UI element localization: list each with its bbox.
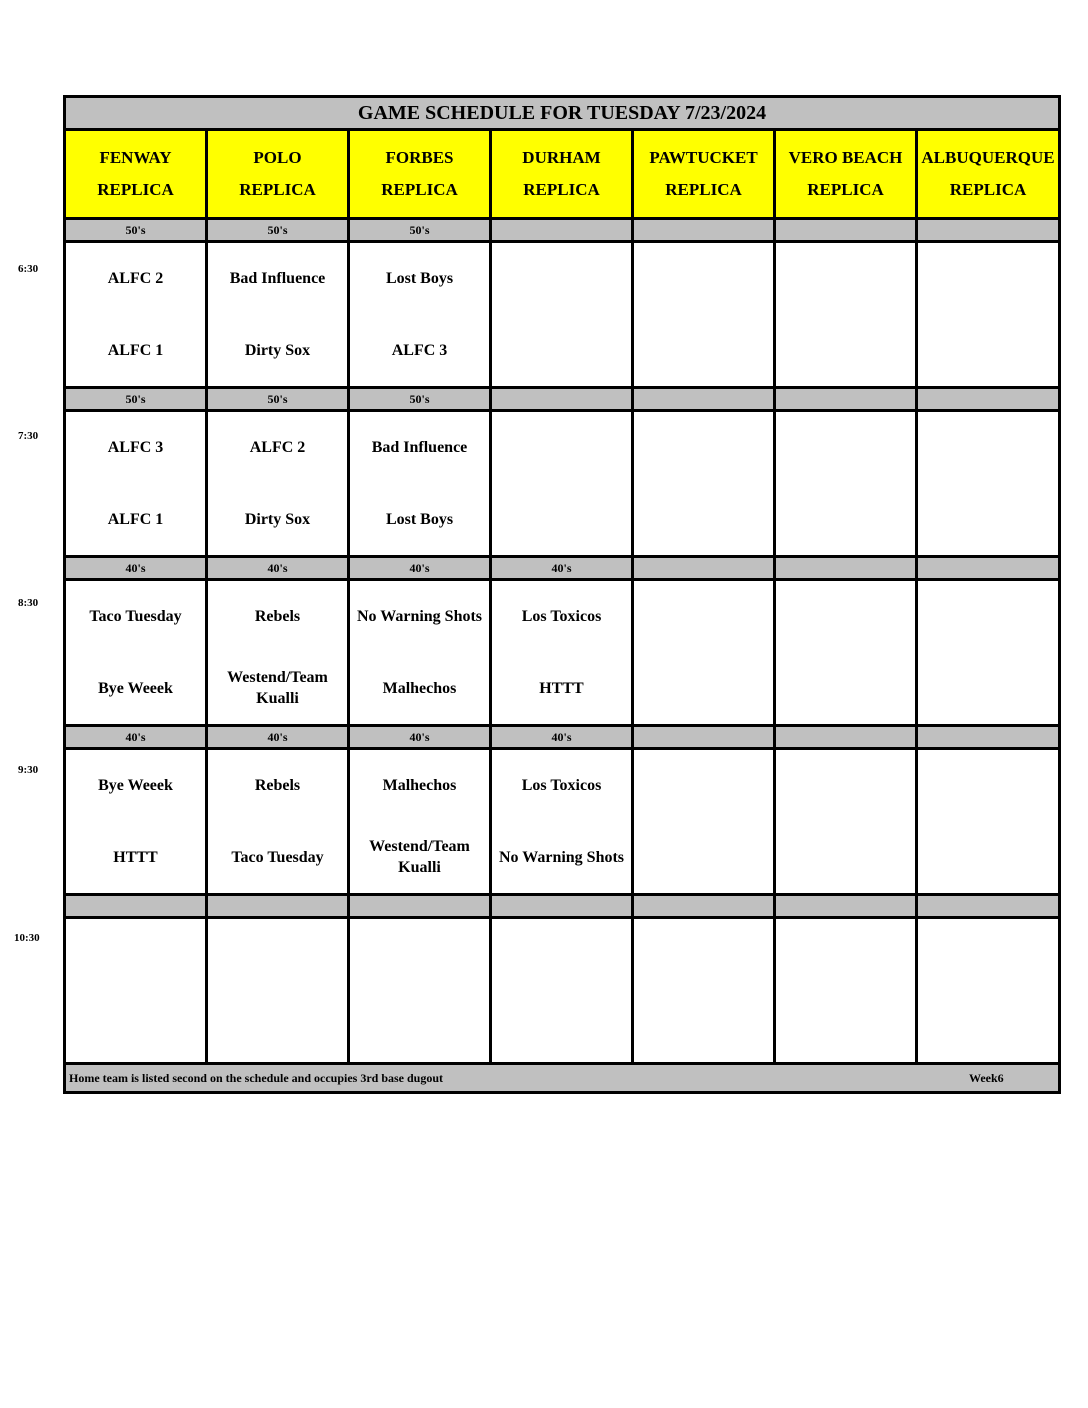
visiting-team [634, 750, 773, 822]
field-header-row [66, 131, 1058, 220]
age-division-label [918, 558, 1058, 578]
age-division-bar [66, 896, 1058, 919]
visiting-team [776, 750, 915, 822]
home-team: Bye Weeek [98, 679, 173, 697]
field-name: ALBUQUERQUE [921, 147, 1055, 167]
game-slot-row [66, 581, 1058, 727]
field-subtitle: REPLICA [523, 180, 600, 200]
age-division-label [350, 896, 492, 916]
home-team [66, 991, 205, 1063]
field-name: DURHAM [522, 147, 601, 167]
visiting-team: Bad Influence [229, 270, 326, 288]
game-cell [492, 412, 634, 555]
game-cell [776, 581, 918, 724]
week-label: Week6 [969, 1071, 1004, 1085]
visiting-team [634, 412, 773, 484]
visiting-team: Los Toxicos [521, 777, 602, 795]
visiting-team: Bye Weeek [98, 777, 173, 795]
game-slot-row [66, 750, 1058, 896]
field-header [634, 131, 776, 217]
schedule-table [63, 95, 1061, 1094]
game-cell [918, 243, 1058, 386]
visiting-team [776, 919, 915, 991]
age-division-label [634, 220, 776, 240]
visiting-team: Taco Tuesday [89, 608, 182, 626]
age-division-label: 50's [208, 389, 350, 409]
game-cell [66, 581, 208, 724]
home-team [776, 653, 915, 725]
game-cell [776, 919, 918, 1062]
home-team [918, 315, 1058, 387]
age-division-label [492, 389, 634, 409]
game-cell [634, 243, 776, 386]
time-label: 9:30 [18, 764, 39, 776]
age-division-label [634, 727, 776, 747]
visiting-team [918, 919, 1058, 991]
game-cell [634, 581, 776, 724]
field-name: PAWTUCKET [649, 147, 758, 167]
game-cell [492, 581, 634, 724]
home-team: HTTT [539, 679, 584, 697]
game-cell [66, 750, 208, 893]
game-cell [350, 243, 492, 386]
home-team [776, 484, 915, 556]
visiting-team [918, 750, 1058, 822]
game-cell [776, 412, 918, 555]
time-label: 6:30 [18, 263, 39, 275]
home-team: ALFC 3 [391, 341, 448, 359]
visiting-team: Malhechos [382, 777, 457, 795]
game-cell [776, 243, 918, 386]
home-team [492, 484, 631, 556]
home-team [776, 315, 915, 387]
age-division-label [918, 896, 1058, 916]
visiting-team [634, 919, 773, 991]
age-division-label: 40's [208, 727, 350, 747]
visiting-team [208, 919, 347, 991]
game-cell [208, 581, 350, 724]
home-team [208, 991, 347, 1063]
visiting-team [918, 412, 1058, 484]
field-subtitle: REPLICA [949, 180, 1027, 200]
game-slot-row [66, 412, 1058, 558]
game-cell [634, 919, 776, 1062]
visiting-team [776, 243, 915, 315]
visiting-team: Rebels [254, 777, 301, 795]
game-slot-row [66, 919, 1058, 1065]
home-team [918, 991, 1058, 1063]
age-division-label: 40's [66, 558, 208, 578]
home-team: HTTT [113, 848, 158, 866]
time-label: 10:30 [14, 932, 40, 944]
home-team [492, 315, 631, 387]
age-division-label [776, 558, 918, 578]
visiting-team [918, 581, 1058, 653]
visiting-team: Rebels [254, 608, 301, 626]
visiting-team [918, 243, 1058, 315]
age-division-label: 50's [350, 220, 492, 240]
visiting-team: No Warning Shots [356, 608, 483, 626]
visiting-team: ALFC 3 [107, 439, 164, 457]
home-team [634, 991, 773, 1063]
game-cell [66, 412, 208, 555]
home-team: Dirty Sox [244, 510, 311, 528]
game-cell [350, 919, 492, 1062]
home-team: Lost Boys [385, 510, 454, 528]
age-division-label [208, 896, 350, 916]
age-division-label [634, 558, 776, 578]
home-team: ALFC 1 [107, 510, 164, 528]
field-name: FENWAY [99, 147, 172, 167]
field-name: VERO BEACH [788, 147, 903, 167]
footer-note: Home team is listed second on the schedule and occupies 3rd base dugout [69, 1071, 444, 1085]
game-cell [208, 919, 350, 1062]
age-division-label [918, 727, 1058, 747]
game-cell [776, 750, 918, 893]
home-team [776, 822, 915, 894]
visiting-team [492, 919, 631, 991]
age-division-label [776, 220, 918, 240]
schedule-title: GAME SCHEDULE FOR TUESDAY 7/23/2024 [66, 98, 1058, 131]
age-division-bar [66, 558, 1058, 581]
age-division-label [918, 389, 1058, 409]
field-subtitle: REPLICA [97, 180, 174, 200]
age-division-label: 50's [208, 220, 350, 240]
home-team [634, 653, 773, 725]
home-team [918, 653, 1058, 725]
home-team [918, 822, 1058, 894]
game-cell [918, 581, 1058, 724]
visiting-team [634, 243, 773, 315]
game-cell [492, 243, 634, 386]
game-cell [634, 750, 776, 893]
field-header [492, 131, 634, 217]
game-cell [492, 919, 634, 1062]
time-label: 7:30 [18, 430, 39, 442]
field-subtitle: REPLICA [381, 180, 458, 200]
visiting-team: ALFC 2 [107, 270, 164, 288]
visiting-team [776, 412, 915, 484]
field-name: POLO [253, 147, 302, 167]
game-cell [350, 581, 492, 724]
home-team: ALFC 1 [107, 341, 164, 359]
time-slots [66, 220, 1058, 1065]
visiting-team [350, 919, 489, 991]
age-division-bar [66, 389, 1058, 412]
visiting-team [492, 243, 631, 315]
home-team: Malhechos [382, 679, 457, 697]
visiting-team: Lost Boys [385, 270, 454, 288]
age-division-label: 50's [66, 220, 208, 240]
age-division-label: 40's [492, 727, 634, 747]
age-division-label: 50's [66, 389, 208, 409]
footer-bar [66, 1065, 1058, 1091]
field-header [350, 131, 492, 217]
home-team [918, 484, 1058, 556]
visiting-team [634, 581, 773, 653]
home-team [350, 991, 489, 1063]
home-team: Westend/Team Kualli [227, 669, 328, 708]
age-division-label: 50's [350, 389, 492, 409]
age-division-label [66, 896, 208, 916]
field-header [776, 131, 918, 217]
field-subtitle: REPLICA [807, 180, 884, 200]
game-cell [208, 750, 350, 893]
field-name: FORBES [385, 147, 454, 167]
game-cell [918, 412, 1058, 555]
game-cell [634, 412, 776, 555]
visiting-team [66, 919, 205, 991]
game-cell [66, 243, 208, 386]
game-cell [918, 750, 1058, 893]
visiting-team: ALFC 2 [249, 439, 306, 457]
visiting-team [776, 581, 915, 653]
visiting-team [492, 412, 631, 484]
field-header [918, 131, 1058, 217]
home-team [634, 822, 773, 894]
home-team: Westend/Team Kualli [369, 838, 470, 877]
age-division-label: 40's [66, 727, 208, 747]
age-division-label: 40's [350, 558, 492, 578]
age-division-label: 40's [208, 558, 350, 578]
game-slot-row [66, 243, 1058, 389]
visiting-team: Bad Influence [371, 439, 468, 457]
field-header [66, 131, 208, 217]
home-team [634, 315, 773, 387]
age-division-label [776, 896, 918, 916]
game-cell [918, 919, 1058, 1062]
age-division-label: 40's [350, 727, 492, 747]
time-label: 8:30 [18, 597, 39, 609]
game-cell [66, 919, 208, 1062]
game-cell [350, 750, 492, 893]
age-division-label [492, 220, 634, 240]
game-cell [350, 412, 492, 555]
home-team: Taco Tuesday [231, 848, 324, 866]
age-division-bar [66, 220, 1058, 243]
home-team [634, 484, 773, 556]
field-subtitle: REPLICA [665, 180, 742, 200]
visiting-team: Los Toxicos [521, 608, 602, 626]
age-division-label [776, 389, 918, 409]
age-division-label [492, 896, 634, 916]
age-division-bar [66, 727, 1058, 750]
age-division-label [776, 727, 918, 747]
age-division-label [918, 220, 1058, 240]
home-team [492, 991, 631, 1063]
home-team [776, 991, 915, 1063]
home-team: No Warning Shots [498, 848, 625, 866]
field-header [208, 131, 350, 217]
home-team: Dirty Sox [244, 341, 311, 359]
game-cell [208, 412, 350, 555]
field-subtitle: REPLICA [239, 180, 316, 200]
game-cell [208, 243, 350, 386]
age-division-label: 40's [492, 558, 634, 578]
age-division-label [634, 389, 776, 409]
age-division-label [634, 896, 776, 916]
game-cell [492, 750, 634, 893]
